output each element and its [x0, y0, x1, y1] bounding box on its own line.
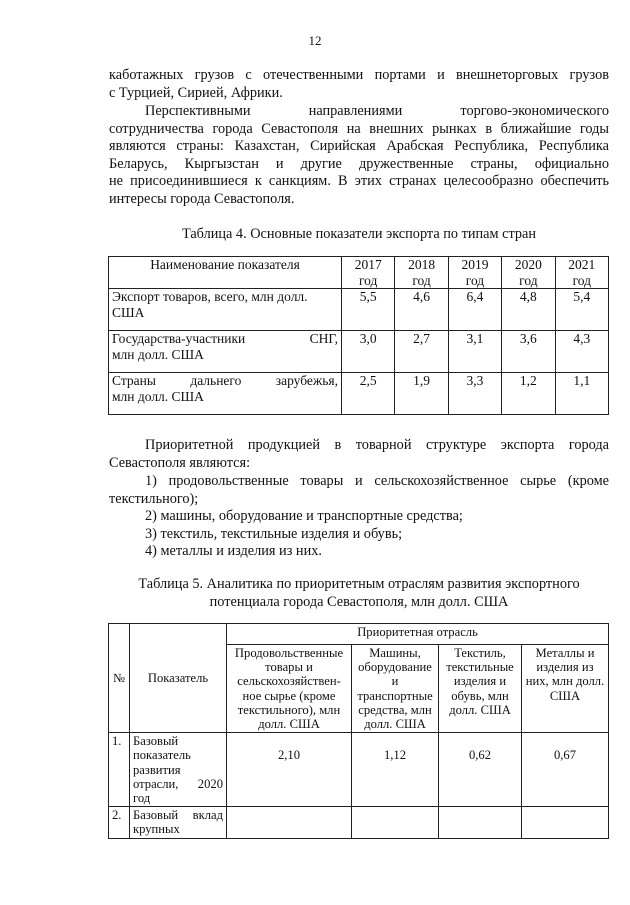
- header-year: [395, 257, 448, 289]
- paragraph-line: Севастополя являются:: [109, 454, 251, 471]
- row-label: Базовый вклад крупных: [130, 807, 227, 838]
- header-year: [448, 257, 501, 289]
- paragraph-line: интересы города Севастополя.: [109, 190, 295, 207]
- row-label-line: Экспорт товаров, всего, млн долл.: [112, 289, 308, 304]
- row-label-line: США: [112, 304, 145, 320]
- list-item: 2) машины, оборудование и транспортные средства;: [145, 508, 463, 525]
- paragraph-directions: [109, 103, 609, 209]
- year-unit: год: [572, 272, 591, 288]
- row-number: 2.: [109, 807, 130, 838]
- table-header-row: [109, 624, 609, 645]
- table-cell: 2,7: [395, 331, 448, 373]
- row-label-line: млн долл. США: [112, 346, 204, 362]
- header-priority-sector: Приоритетная отрасль: [227, 624, 609, 645]
- table-cell: 3,3: [448, 373, 501, 415]
- caption-line: потенциала города Севастополя, млн долл. США: [209, 594, 509, 610]
- table-cell: 6,4: [448, 289, 501, 331]
- table-row: [109, 331, 609, 373]
- table-cell: 4,8: [502, 289, 555, 331]
- table-cell: 3,0: [342, 331, 395, 373]
- table-cell: 0,62: [439, 733, 522, 807]
- list-item: 1) продовольственные товары и сельскохозяйственное сырье (кроме текстильного);: [109, 473, 609, 507]
- table-cell: 1,2: [502, 373, 555, 415]
- table-cell: 5,5: [342, 289, 395, 331]
- table5-caption: [109, 575, 609, 611]
- table-cell: [352, 807, 439, 838]
- table-cell: 3,6: [502, 331, 555, 373]
- table-cell: [522, 807, 609, 838]
- header-sector: Продовольственные товары и сельскохозяйствен-ное сырье (кроме текстильного), млн долл. США: [227, 645, 352, 733]
- paragraph-priority: [109, 437, 609, 472]
- paragraph-line: сотрудничества города Севастополя на внешних рынках в ближайшие годы: [109, 120, 609, 137]
- header-sector: Текстиль, текстильные изделия и обувь, млн долл. США: [439, 645, 522, 733]
- table-cell: 3,1: [448, 331, 501, 373]
- table-cell: 2,10: [227, 733, 352, 807]
- header-sector: Машины, оборудование и транспортные средства, млн долл. США: [352, 645, 439, 733]
- row-label: [109, 331, 342, 373]
- table-row: [109, 373, 609, 415]
- table-cell: 0,67: [522, 733, 609, 807]
- header-sector: Металлы и изделия из них, млн долл. США: [522, 645, 609, 733]
- table-cell: 5,4: [555, 289, 608, 331]
- row-label-line: Страны дальнего зарубежья,: [112, 373, 338, 388]
- table-cell: [227, 807, 352, 838]
- row-number: 1.: [109, 733, 130, 807]
- paragraph-line: Приоритетной продукцией в товарной структуре экспорта города: [145, 437, 609, 453]
- header-number: №: [109, 624, 130, 733]
- year-label: 2017: [354, 257, 382, 272]
- paragraph-line: с Турцией, Сирией, Африки.: [109, 84, 283, 101]
- paragraph-line: Беларусь, Кыргызстан и другие дружественные страны, официально: [109, 155, 609, 172]
- header-year: [555, 257, 608, 289]
- row-label-line: млн долл. США: [112, 388, 204, 404]
- header-year: [342, 257, 395, 289]
- row-label: Базовый показатель развития отрасли, 2020 год: [130, 733, 227, 807]
- list-item: 4) металлы и изделия из них.: [145, 543, 322, 560]
- year-unit: год: [412, 272, 431, 288]
- year-label: 2018: [408, 257, 436, 272]
- table-row: [109, 289, 609, 331]
- table5-priority-sectors: [108, 623, 609, 839]
- table-row: [109, 733, 609, 807]
- table4-caption: Таблица 4. Основные показатели экспорта по типам стран: [181, 226, 537, 242]
- list-item: 3) текстиль, текстильные изделия и обувь;: [145, 525, 403, 542]
- table4-export-indicators: [108, 256, 609, 415]
- paragraph-line: Перспективными направлениями торгово-экономического: [145, 103, 609, 119]
- table-cell: 2,5: [342, 373, 395, 415]
- year-unit: год: [465, 272, 485, 288]
- table-cell: 1,9: [395, 373, 448, 415]
- year-unit: год: [519, 272, 538, 288]
- paragraph-line: каботажных грузов с отечественными портами и внешнеторговых грузов: [109, 67, 609, 83]
- header-indicator-name: Наименование показателя: [109, 257, 342, 289]
- table-cell: 1,1: [555, 373, 608, 415]
- row-label: [109, 289, 342, 331]
- table-cell: 1,12: [352, 733, 439, 807]
- year-unit: год: [358, 272, 378, 288]
- header-indicator: Показатель: [130, 624, 227, 733]
- table-cell: [439, 807, 522, 838]
- paragraph-line: не присоединившиеся к санкциям. В этих странах целесообразно обеспечить: [109, 173, 609, 190]
- table-cell: 4,3: [555, 331, 608, 373]
- row-label-line: Государства-участники СНГ,: [112, 331, 338, 346]
- year-label: 2019: [461, 257, 489, 272]
- row-label: [109, 373, 342, 415]
- year-label: 2021: [568, 257, 596, 272]
- table-header-row: [109, 257, 609, 289]
- header-year: [502, 257, 555, 289]
- paragraph-line: являются страны: Казахстан, Сирийская Арабская Республика, Республика: [109, 138, 609, 155]
- priority-products-list: [109, 473, 609, 561]
- table-cell: 4,6: [395, 289, 448, 331]
- page-number: 12: [308, 33, 322, 48]
- caption-line: Таблица 5. Аналитика по приоритетным отраслям развития экспортного: [138, 576, 580, 592]
- table-row: [109, 807, 609, 838]
- paragraph-cabotage: [109, 67, 609, 102]
- year-label: 2020: [514, 257, 542, 272]
